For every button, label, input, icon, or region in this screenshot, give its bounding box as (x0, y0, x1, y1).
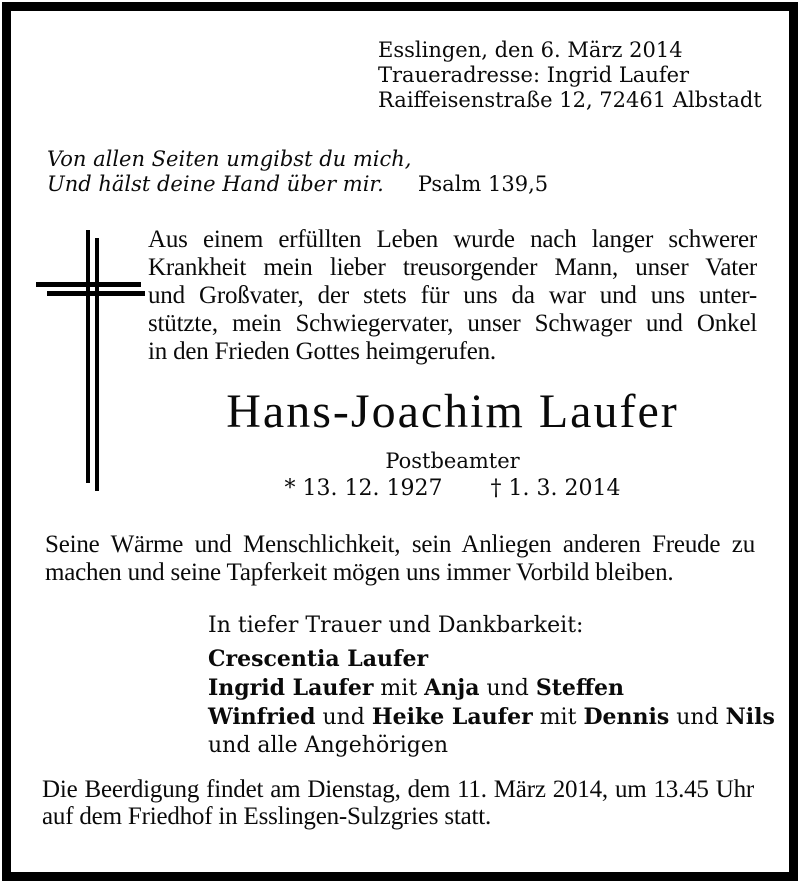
cross-horizontal-line-bottom (47, 291, 145, 296)
life-dates (148, 476, 757, 501)
mourner-connector: mit (373, 676, 425, 701)
announcement-line: in den Frieden Gottes heimgerufen. (148, 338, 496, 365)
dateline-mourning-address: Traueradresse: Ingrid Laufer (378, 63, 690, 87)
death-date: † 1. 3. 2014 (490, 476, 621, 501)
mourner-connector: mit (532, 705, 584, 730)
funeral-line: auf dem Friedhof in Esslingen-Sulzgries statt. (42, 803, 492, 830)
cross-vertical-line-right (95, 238, 99, 491)
dateline-block (378, 38, 762, 113)
mourner-line (208, 674, 775, 703)
cross-horizontal-line-top (36, 282, 141, 287)
mourner-name: Ingrid Laufer (208, 675, 374, 701)
mourner-name: Steffen (535, 675, 624, 701)
announcement-paragraph (148, 226, 757, 366)
funeral-line: Die Beerdigung findet am Dienstag, dem 11. März 2014, um 13.45 Uhr (42, 776, 754, 803)
scripture-line-2: Und hälst deine Hand über mir. (47, 172, 384, 196)
mourner-connector: und (315, 705, 372, 730)
mourner-line: und alle Angehörigen (208, 733, 449, 758)
mourner-connector: und (479, 676, 536, 701)
scripture-reference: Psalm 139,5 (417, 172, 549, 196)
mourner-name: Heike Laufer (371, 704, 533, 730)
scripture-quote (47, 147, 548, 197)
tribute-line: Seine Wärme und Menschlichkeit, sein Anliegen anderen Freude zu (45, 531, 755, 558)
mourner-line (208, 645, 775, 674)
scripture-line-1: Von allen Seiten umgibst du mich, (47, 147, 412, 171)
birth-date: * 13. 12. 1927 (284, 476, 443, 501)
announcement-line: Aus einem erfüllten Leben wurde nach langer schwerer (148, 226, 757, 253)
mourner-line (208, 703, 775, 732)
mourner-name: Winfried (208, 704, 316, 730)
scripture-line-2-row (47, 172, 548, 197)
mourners-intro: In tiefer Trauer und Dankbarkeit: (208, 613, 584, 638)
deceased-profession: Postbeamter (385, 449, 520, 473)
funeral-paragraph (42, 776, 754, 830)
tribute-line: machen und seine Tapferkeit mögen uns immer Vorbild bleiben. (45, 559, 674, 586)
dateline-street-address: Raiffeisenstraße 12, 72461 Albstadt (378, 88, 762, 112)
announcement-line: und Großvater, der stets für uns da war und uns unter- (148, 282, 757, 309)
cross-vertical-line-left (86, 230, 90, 483)
dateline-city-date: Esslingen, den 6. März 2014 (378, 38, 683, 62)
mourner-name: Nils (725, 704, 775, 730)
announcement-line: Krankheit mein lieber treusorgender Mann, unser Vater (148, 254, 757, 281)
mourner-name: Crescentia Laufer (208, 646, 429, 672)
mourner-connector: und (669, 705, 726, 730)
tribute-paragraph (45, 531, 755, 587)
announcement-line: stützte, mein Schwiegervater, unser Schwager und Onkel (148, 310, 757, 337)
mourners-block (208, 612, 775, 760)
deceased-name: Hans-Joachim Laufer (226, 385, 679, 438)
mourner-name: Dennis (583, 704, 670, 730)
mourner-name: Anja (424, 675, 480, 701)
